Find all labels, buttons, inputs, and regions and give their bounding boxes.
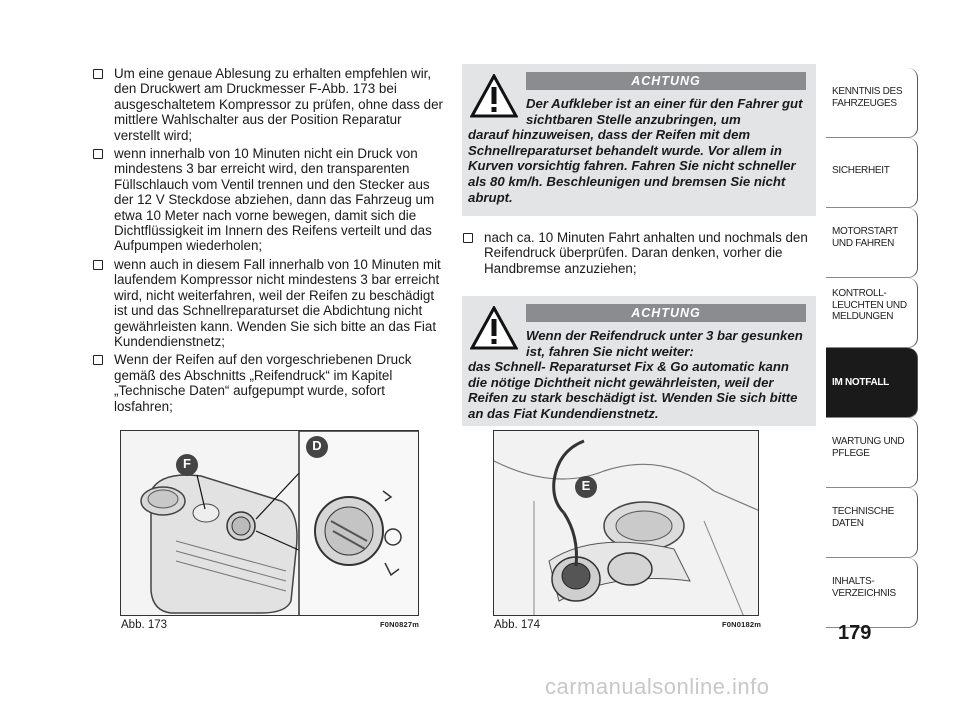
warning-title: ACHTUNG	[526, 72, 806, 90]
checkbox-bullet-icon	[93, 260, 103, 270]
watermark: carmanualsonline.info	[545, 674, 770, 699]
figure-code: F0N0182m	[722, 620, 762, 629]
figure-compressor	[120, 430, 419, 616]
warning-text-first: Der Aufkleber ist an einer für den Fahrer gut sichtbaren Stelle anzubringen, um	[526, 96, 803, 127]
right-column	[462, 64, 816, 421]
callout-label-f: F	[183, 456, 191, 471]
callout-label-d: D	[312, 438, 322, 453]
tab-im-notfall[interactable]: IM NOTFALL	[826, 348, 918, 418]
list-item: Um eine genaue Ablesung zu erhalten empfehlen wir, den Druckwert am Druckmesser F-Abb. 173 bei ausgeschaltetem Kompressor zu prüfen, ohne dass der mittlere Wahlschalter aus der Position Reparatur verstellt wird;	[92, 66, 444, 143]
figure-socket	[493, 430, 759, 616]
checkbox-bullet-icon	[93, 355, 103, 365]
callout-label-e: E	[581, 478, 591, 493]
tab-motorstart[interactable]: MOTORSTART UND FAHREN	[826, 208, 918, 278]
compressor-illustration	[121, 431, 419, 616]
warning-text: darauf hinzuweisen, dass der Reifen mit dem Schnellreparaturset behandelt wurde. Vor allem in Kurven vorsichtig fahren. Fahren Sie nicht schneller als 80 km/h. Beschleunigen und bremsen Sie nicht abrupt.	[468, 127, 796, 205]
tab-technische[interactable]: TECHNISCHE DATEN	[826, 488, 918, 558]
list-item: nach ca. 10 Minuten Fahrt anhalten und nochmals den Reifendruck überprüfen. Daran denken, vorher die Handbremse anzuziehen;	[462, 230, 824, 276]
list-item: wenn innerhalb von 10 Minuten nicht ein Druck von mindestens 3 bar erreicht wird, den transparenten Füllschlauch vom Ventil trennen und den Stecker aus der 12 V Steckdose abziehen, dann das Fahrzeug um etwa 10 Meter nach vorne bewegen, damit sich die Dichtflüssigkeit im Innern des Reifens verteilt und das Aufpumpen wiederholen;	[92, 146, 444, 254]
tab-wartung[interactable]: WARTUNG UND PFLEGE	[826, 418, 918, 488]
figure-caption: Abb. 174	[494, 619, 541, 631]
socket-illustration	[494, 431, 759, 616]
list-item: Wenn der Reifen auf den vorgeschriebenen Druck gemäß des Abschnitts „Reifendruck“ im Kapitel „Technische Daten“ aufgepumpt wurde, sofort losfahren;	[92, 352, 444, 414]
checkbox-bullet-icon	[93, 149, 103, 159]
warning-text: das Schnell- Reparaturset Fix & Go automatic kann die nötige Dichtheit nicht gewährleisten, weil der Reifen zu stark beschädigt ist. Wenden Sie sich bitte an das Fiat Kundendienstnetz.	[468, 359, 798, 421]
tab-kenntnis[interactable]: KENNTNIS DES FAHRZEUGES	[826, 68, 918, 138]
page-number: 179	[838, 622, 872, 644]
tab-inhalt[interactable]: INHALTS- VERZEICHNIS	[826, 558, 918, 628]
list-item: wenn auch in diesem Fall innerhalb von 10 Minuten mit laufendem Kompressor nicht mindestens 3 bar erreicht wird, nicht weiterfahren, weil der Reifen zu beschädigt ist und das Schnellreparaturset die Abdichtung nicht gewährleisten kann. Wenden Sie sich bitte an das Fiat Kundendienstnetz;	[92, 257, 444, 349]
figure-code: F0N0827m	[380, 620, 420, 629]
tab-sicherheit[interactable]: SICHERHEIT	[826, 138, 918, 208]
warning-box-pressure	[462, 296, 816, 426]
warning-triangle-icon	[470, 74, 518, 118]
warning-text-first: Wenn der Reifendruck unter 3 bar gesunken ist, fahren Sie nicht weiter:	[526, 328, 803, 359]
warning-triangle-icon	[470, 306, 518, 350]
chapter-tabs	[826, 68, 918, 628]
checkbox-bullet-icon	[463, 233, 473, 243]
warning-title: ACHTUNG	[526, 304, 806, 322]
left-column	[92, 66, 444, 417]
checkbox-bullet-icon	[93, 69, 103, 79]
warning-box-sticker	[462, 64, 816, 216]
tab-kontroll[interactable]: KONTROLL- LEUCHTEN UND MELDUNGEN	[826, 278, 918, 348]
figure-caption: Abb. 173	[121, 619, 168, 631]
